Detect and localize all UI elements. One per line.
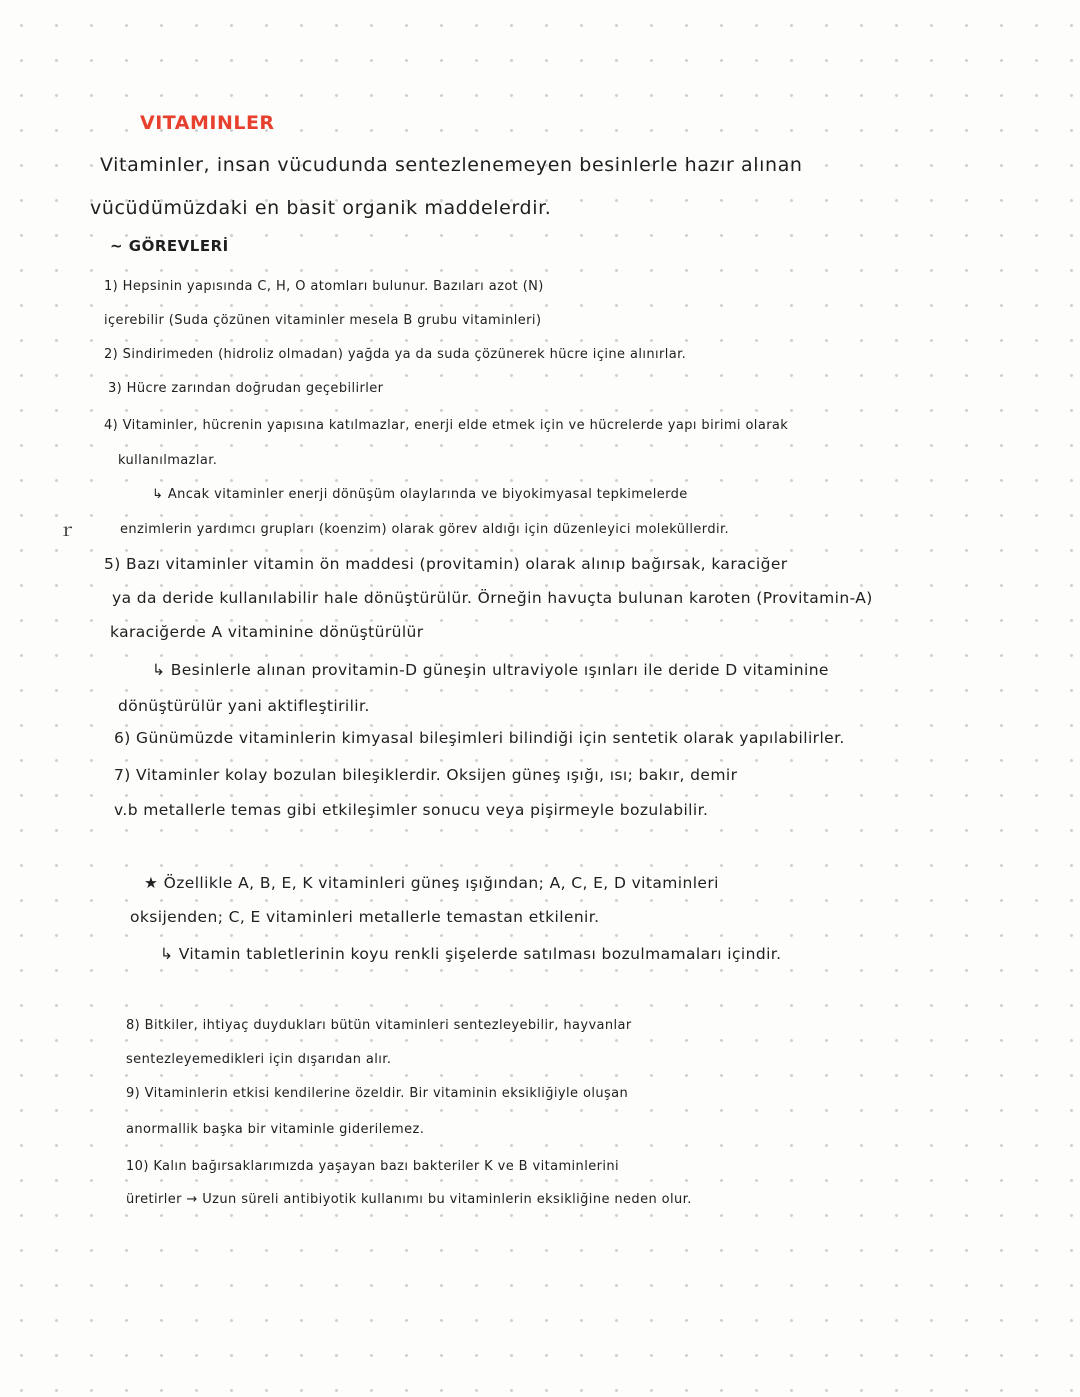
note-line: 10) Kalın bağırsaklarımızda yaşayan bazı bakteriler K ve B vitaminlerini bbox=[126, 1159, 620, 1174]
note-line: 2) Sindirimeden (hidroliz olmadan) yağda ya da suda çözünerek hücre içine alınırlar. bbox=[104, 347, 687, 362]
intro-line-2: vücüdümüzdaki en basit organik maddelerdir. bbox=[90, 197, 552, 219]
note-line: ya da deride kullanılabilir hale dönüştürülür. Örneğin havuçta bulunan karoten (Provitamin-A) bbox=[112, 589, 873, 607]
note-line: 6) Günümüzde vitaminlerin kimyasal bileşimleri bilindiği için sentetik olarak yapılabilirler. bbox=[114, 729, 845, 747]
note-line: anormallik başka bir vitaminle giderilemez. bbox=[126, 1122, 425, 1137]
margin-mark: ｒ bbox=[58, 520, 76, 541]
note-line: oksijenden; C, E vitaminleri metallerle temastan etkilenir. bbox=[130, 908, 600, 926]
note-line: 9) Vitaminlerin etkisi kendilerine özeldir. Bir vitaminin eksikliğiyle oluşan bbox=[126, 1086, 629, 1101]
note-line: 4) Vitaminler, hücrenin yapısına katılmazlar, enerji elde etmek için ve hücrelerde yapı birimi olarak bbox=[104, 418, 789, 433]
note-line: üretirler → Uzun süreli antibiyotik kullanımı bu vitaminlerin eksikliğine neden olur. bbox=[126, 1192, 692, 1207]
note-line: sentezleyemedikleri için dışarıdan alır. bbox=[126, 1052, 392, 1067]
note-line: ↳ Besinlerle alınan provitamin-D güneşin ultraviyole ışınları ile deride D vitaminine bbox=[152, 661, 829, 679]
note-line: enzimlerin yardımcı grupları (koenzim) olarak görev aldığı için düzenleyici moleküllerdir. bbox=[120, 522, 730, 537]
note-line: v.b metallerle temas gibi etkileşimler sonucu veya pişirmeyle bozulabilir. bbox=[114, 801, 709, 819]
page-title: VITAMINLER bbox=[140, 112, 275, 134]
note-line: dönüştürülür yani aktifleştirilir. bbox=[118, 697, 370, 715]
note-line: 5) Bazı vitaminler vitamin ön maddesi (provitamin) olarak alınıp bağırsak, karaciğer bbox=[104, 555, 788, 573]
note-line: içerebilir (Suda çözünen vitaminler mesela B grubu vitaminleri) bbox=[104, 313, 542, 328]
note-line: kullanılmazlar. bbox=[118, 453, 218, 468]
intro-line-1: Vitaminler, insan vücudunda sentezlenemeyen besinlerle hazır alınan bbox=[100, 154, 803, 176]
note-line: 8) Bitkiler, ihtiyaç duydukları bütün vitaminleri sentezleyebilir, hayvanlar bbox=[126, 1018, 632, 1033]
note-line: 7) Vitaminler kolay bozulan bileşiklerdir. Oksijen güneş ışığı, ısı; bakır, demir bbox=[114, 766, 738, 784]
note-line: 1) Hepsinin yapısında C, H, O atomları bulunur. Bazıları azot (N) bbox=[104, 279, 544, 294]
note-line: ↳ Vitamin tabletlerinin koyu renkli şişelerde satılması bozulmamaları içindir. bbox=[160, 945, 782, 963]
note-line: karaciğerde A vitaminine dönüştürülür bbox=[110, 623, 424, 641]
note-line: ↳ Ancak vitaminler enerji dönüşüm olaylarında ve biyokimyasal tepkimelerde bbox=[152, 487, 688, 502]
note-line: ★ Özellikle A, B, E, K vitaminleri güneş ışığından; A, C, E, D vitaminleri bbox=[144, 874, 719, 892]
section-heading: ~ GÖREVLERİ bbox=[110, 237, 229, 255]
note-line: 3) Hücre zarından doğrudan geçebilirler bbox=[108, 381, 384, 396]
